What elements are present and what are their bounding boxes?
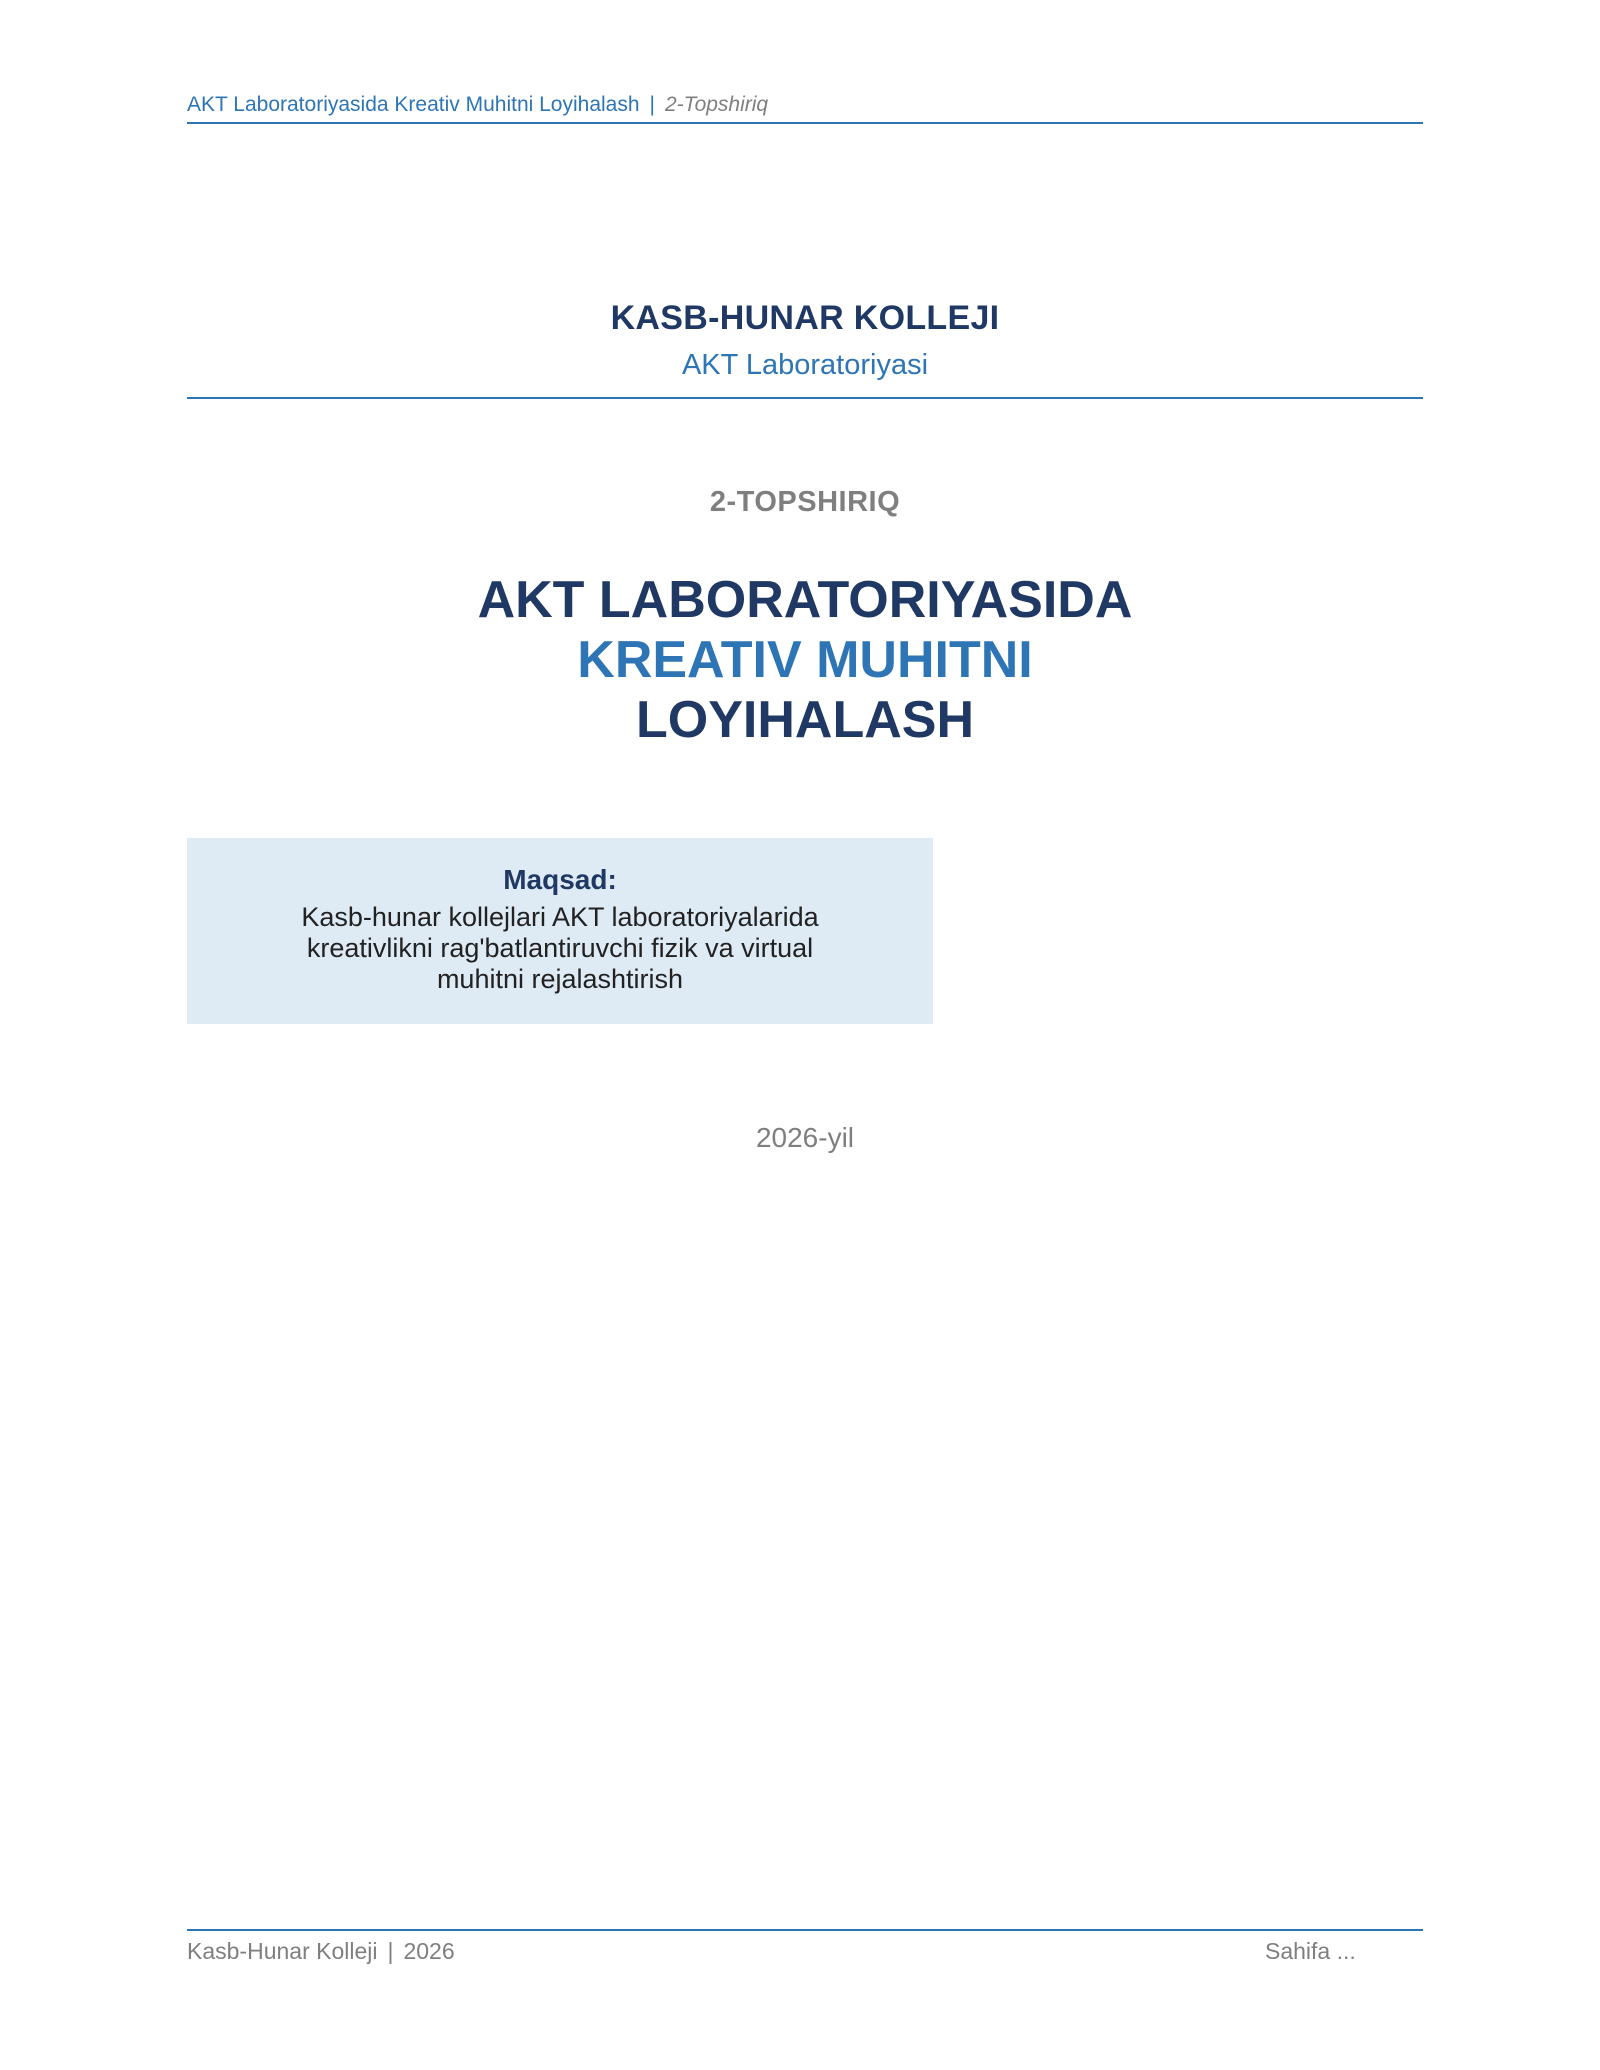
main-title	[187, 570, 1423, 750]
purpose-box	[187, 838, 933, 1024]
purpose-label: Maqsad:	[503, 864, 617, 895]
header-document-title: AKT Laboratoriyasida Kreativ Muhitni Loyihalash	[187, 93, 640, 116]
task-number: 2-TOPSHIRIQ	[709, 486, 901, 518]
footer-left	[187, 1933, 455, 1969]
header-task-label: 2-Topshiriq	[665, 93, 769, 116]
footer-separator: |	[387, 1938, 394, 1964]
footer-page-number: Sahifa ...	[1265, 1938, 1356, 1964]
main-title-line-1: AKT LABORATORIYASIDA	[477, 571, 1133, 629]
running-header	[187, 90, 1423, 124]
footer-college: Kasb-Hunar Kolleji	[187, 1938, 378, 1964]
footer-year: 2026	[403, 1938, 455, 1964]
institution-name: KASB-HUNAR KOLLEJI	[610, 299, 1000, 337]
purpose-text: Kasb-hunar kollejlari AKT laboratoriyalarida kreativlikni rag'batlantiruvchi fizik va virtual muhitni rejalashtirish	[301, 902, 819, 994]
institution-block	[187, 294, 1423, 388]
main-title-line-3: LOYIHALASH	[636, 691, 974, 749]
main-title-line-2: KREATIV MUHITNI	[577, 631, 1033, 689]
document-year: 2026-yil	[755, 1122, 855, 1153]
title-divider	[187, 397, 1423, 399]
laboratory-name: AKT Laboratoriyasi	[681, 349, 929, 381]
header-separator: |	[649, 93, 655, 116]
running-footer	[187, 1929, 1423, 1971]
